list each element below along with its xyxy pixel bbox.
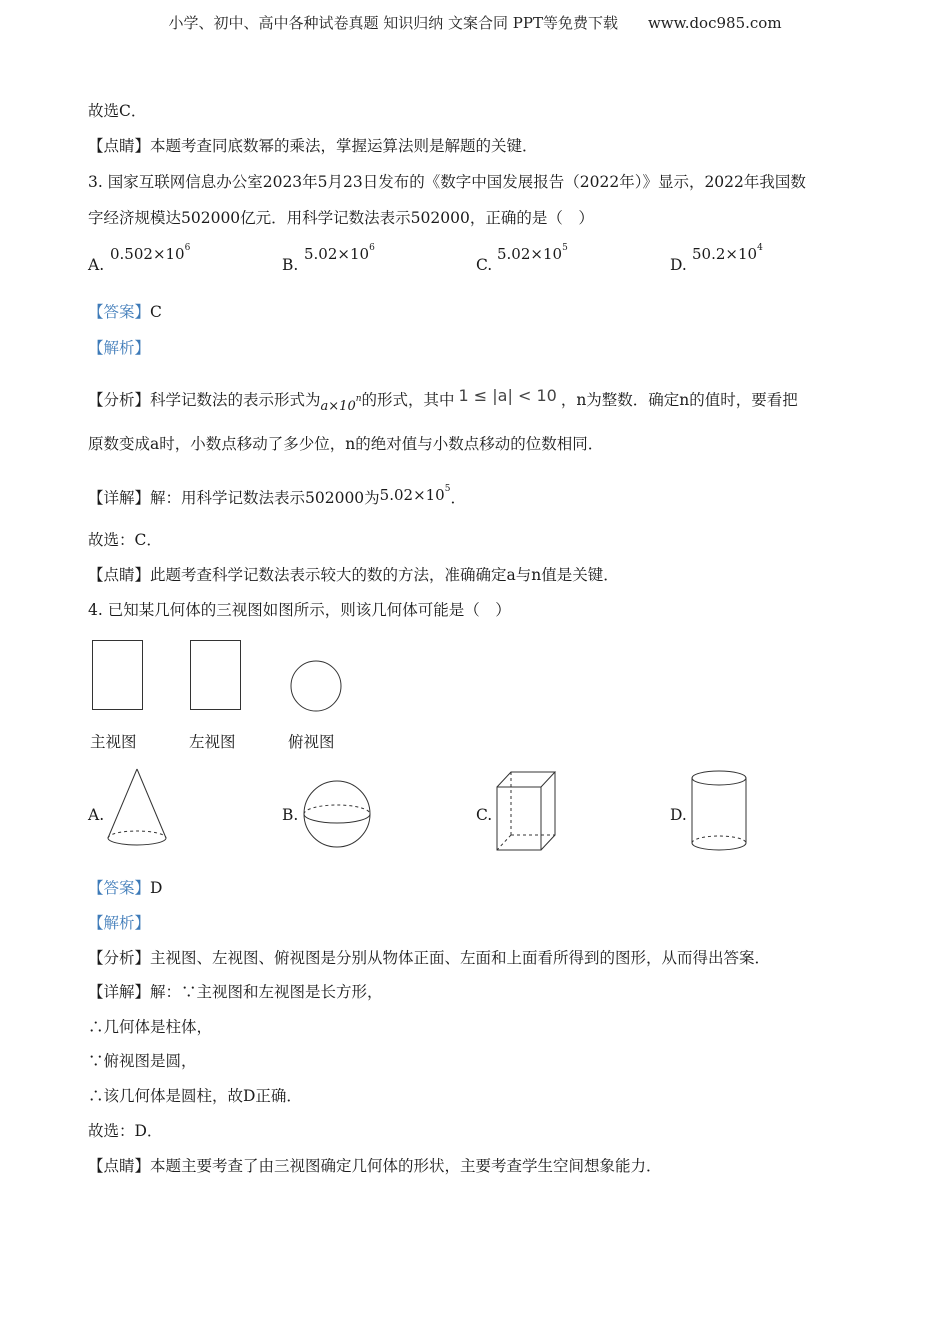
left-view-label: 左视图 [189,733,236,751]
q4-detail-line2: ∴几何体是柱体， [88,1018,213,1036]
q4-detail-line1: 【详解】解：∵主视图和左视图是长方形， [88,983,383,1001]
q3-option-c-letter: C. [476,256,493,274]
top-view-label: 俯视图 [288,733,335,751]
q3-analysis-line1: 【分析】科学记数法的表示形式为$_{a\times 10^n}$的形式，其中 1 ≤ |a| < 10 ，n为整数．确定n的值时，要看把 [88,386,798,414]
cylinder-figure [691,770,749,854]
prev-comment: 【点睛】本题考查同底数幂的乘法，掌握运算法则是解题的关键． [88,137,538,155]
top-view-figure [290,660,344,714]
q4-answer: 【答案】D [88,879,163,897]
q3-inequality: 1 ≤ |a| < 10 [458,386,557,405]
q3-comment: 【点睛】此题考查科学记数法表示较大的数的方法，准确确定a与n值是关键． [88,566,619,584]
cone-figure [106,768,168,850]
q4-option-c-letter: C. [476,806,493,824]
sphere-figure [303,780,373,850]
q4-option-d-letter: D. [670,806,687,824]
prev-conclusion: 故选C． [88,102,147,120]
q3-detail: 【详解】解：用科学记数法表示502000为$5.02\times 10^5$． [88,484,466,507]
q4-stem: 4. 已知某几何体的三视图如图所示，则该几何体可能是（ ） [88,601,511,619]
q3-option-b-value: $5.02\times 10^6$ [304,243,375,263]
front-view-label: 主视图 [90,733,137,751]
left-view-figure [190,640,242,712]
q3-conclusion: 故选：C． [88,531,162,549]
q4-option-b-letter: B. [282,806,299,824]
q3-option-b-letter: B. [282,256,299,274]
q4-option-a-letter: A. [88,806,105,824]
q4-analysis-label: 【解析】 [88,914,151,932]
q4-detail-line3: ∵俯视图是圆， [88,1052,197,1070]
front-view-figure [92,640,144,712]
q4-conclusion: 故选：D． [88,1122,163,1140]
cuboid-figure [496,771,558,853]
q3-answer: 【答案】C [88,303,162,321]
q3-stem-line1: 3. 国家互联网信息办公室2023年5月23日发布的《数字中国发展报告（2022年）》显示，2022年我国数 [88,173,806,191]
q3-analysis-label: 【解析】 [88,339,151,357]
page-header: 小学、初中、高中各种试卷真题 知识归纳 文案合同 PPT等免费下载 www.doc985.com [168,14,782,32]
q4-analysis: 【分析】主视图、左视图、俯视图是分别从物体正面、左面和上面看所得到的图形，从而得出答案． [88,949,771,967]
q4-detail-line4: ∴该几何体是圆柱，故D正确． [88,1087,302,1105]
q3-option-d-value: $50.2\times 10^4$ [692,243,763,263]
q3-option-d-letter: D. [670,256,687,274]
q3-option-a-letter: A. [88,256,105,274]
q3-analysis-line2: 原数变成a时，小数点移动了多少位，n的绝对值与小数点移动的位数相同． [88,435,604,453]
q4-comment: 【点睛】本题主要考查了由三视图确定几何体的形状，主要考查学生空间想象能力． [88,1157,662,1175]
q3-option-c-value: $5.02\times 10^5$ [497,243,568,263]
q3-stem-line2: 字经济规模达502000亿元．用科学记数法表示502000，正确的是（ ） [88,209,594,227]
q3-option-a-value: $0.502\times 10^6$ [110,243,191,263]
